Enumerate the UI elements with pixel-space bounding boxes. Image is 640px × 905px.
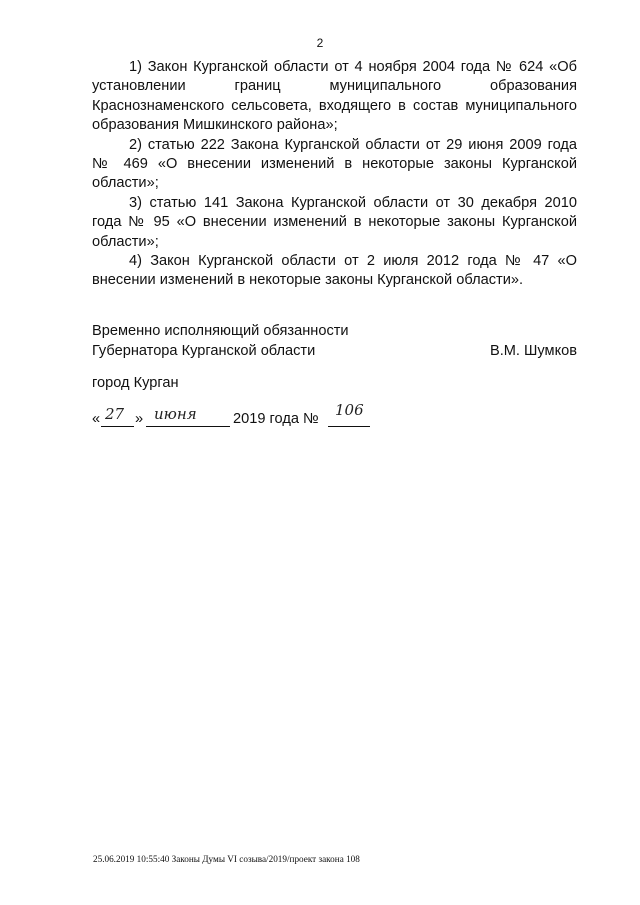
signatory-name: В.М. Шумков: [489, 342, 577, 359]
clause-4: 4) Закон Курганской области от 2 июля 2012 года № 47 «О внесении изменений в некоторые законы Курганской области».: [92, 253, 577, 289]
date-close-quote: »: [135, 411, 144, 427]
signature-block: [92, 322, 577, 361]
clause-1: 1) Закон Курганской области от 4 ноября 2004 года № 624 «Об установлении границ муниципального образования Краснознаменского сельсовета, входящего в состав муниципального образования Мишкинского района»;: [92, 59, 577, 134]
date-month-handwritten: июня: [154, 405, 197, 423]
law-number-handwritten: 106: [335, 401, 364, 419]
clause-2: 2) статью 222 Закона Курганской области от 29 июня 2009 года № 469 «О внесении изменений в некоторые законы Курганской области»;: [92, 136, 577, 192]
date-day-underline: [101, 426, 134, 427]
clause-3: 3) статью 141 Закона Курганской области от 30 декабря 2010 года № 95 «О внесении изменений в некоторые законы Курганской области»;: [92, 194, 577, 250]
law-number-underline: [328, 426, 370, 427]
signatory-position-line-1: Временно исполняющий обязанности: [92, 323, 349, 339]
date-line: [92, 401, 392, 435]
signatory-position-line-2: Губернатора Курганской области: [92, 342, 316, 359]
date-year-text: 2019 года №: [233, 411, 319, 427]
date-open-quote: «: [92, 411, 101, 427]
date-month-underline: [146, 426, 230, 427]
law-clauses: [92, 58, 577, 291]
page-number: 2: [316, 36, 324, 50]
city-line: город Курган: [92, 375, 179, 391]
footer-file-stamp: 25.06.2019 10:55:40 Законы Думы VI созыва/2019/проект закона 108: [93, 854, 360, 864]
date-day-handwritten: 27: [105, 405, 125, 423]
